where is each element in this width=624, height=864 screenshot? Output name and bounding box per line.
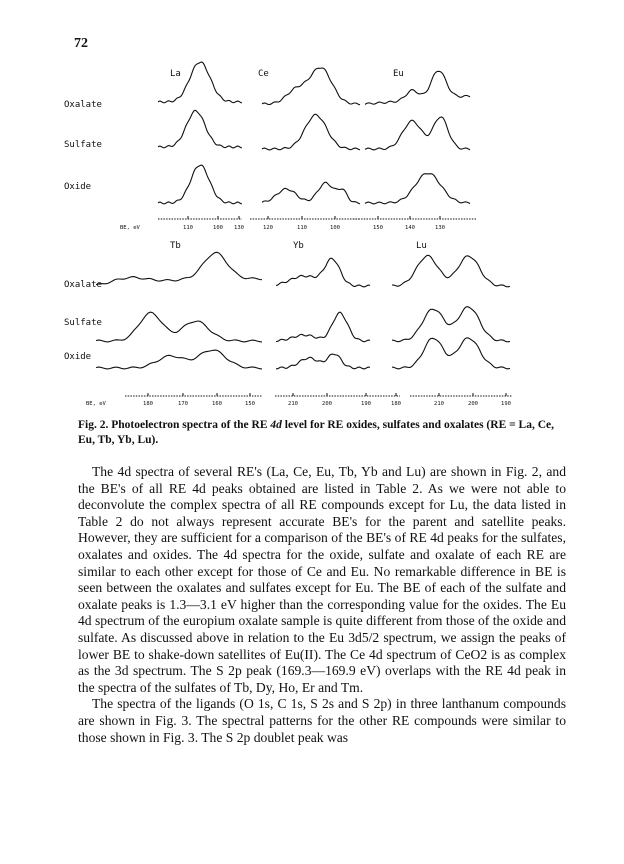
bottom-curve-oxalate-tb bbox=[96, 252, 262, 285]
bottom-tick-label-0-3: 150 bbox=[245, 401, 255, 407]
top-row-label-oxide: Oxide bbox=[64, 182, 92, 192]
bottom-curve-sulfate-yb bbox=[276, 312, 370, 341]
bottom-tick-label-1-0: 210 bbox=[288, 401, 298, 407]
bottom-row-label-oxalate: Oxalate bbox=[64, 280, 102, 290]
bottom-curve-oxide-yb bbox=[276, 354, 370, 369]
bottom-curve-oxide-tb bbox=[96, 350, 262, 369]
top-tick-label-2-2: 130 bbox=[435, 225, 445, 231]
top-curve-oxide-ce bbox=[262, 182, 360, 204]
body-text bbox=[78, 464, 566, 746]
top-curve-oxide-eu bbox=[365, 174, 470, 204]
bottom-curve-oxalate-yb bbox=[276, 258, 370, 287]
caption-text-b: 4d bbox=[270, 419, 282, 431]
bottom-row-label-oxide: Oxide bbox=[64, 352, 92, 362]
paragraph-1: The 4d spectra of several RE's (La, Ce, Eu, Tb, Yb and Lu) are shown in Fig. 2, and the BE's of all RE 4d peaks obtained are listed in Table 2. As we were not able to deconvolute the complex spectra of all RE compounds except for Lu, the data listed in Table 2 do not always represent accurate BE's for the parent and satellite peaks. However, they are sufficient for a comparison of the BE's of RE 4d peaks for the sulfates, oxalates and oxides. The 4d spectra for the oxide, sulfate and oxalate of each RE are similar to each other except for those of Ce and Eu. No remarkable difference in BE is seen between the oxalates and sulfates except for Eu. The BE of each of the sulfate and oxalate peaks is 1.3—3.1 eV higher than the corresponding value for the oxides. The Eu 4d spectrum of the europium oxalate sample is quite different from those of the oxide and sulfate. As discussed above in relation to the Eu 3d5/2 spectrum, we assign the peaks of lower BE to shake-down satellites of Eu(II). The Ce 4d spectrum of CeO2 is as complex as the 3d spectrum. The S 2p peak (169.3—169.9 eV) overlaps with the RE 4d peak in the spectra of the sulfates of Tb, Dy, Ho, Er and Tm. bbox=[78, 464, 566, 695]
caption-text-c: level for RE oxides, sulfates and oxalates (RE = La, Ce, Eu, Tb, Yb, Lu). bbox=[78, 419, 554, 446]
bottom-tick-label-0-2: 160 bbox=[212, 401, 222, 407]
bottom-tick-label-1-3: 180 bbox=[391, 401, 401, 407]
bottom-col-label-lu: Lu bbox=[416, 241, 427, 251]
top-curve-sulfate-ce bbox=[262, 114, 360, 150]
top-curve-oxide-la bbox=[158, 165, 242, 204]
bottom-tick-label-0-0: 180 bbox=[143, 401, 153, 407]
paragraph-2: The spectra of the ligands (O 1s, C 1s, S 2s and S 2p) in three lanthanum compounds are shown in Fig. 3. The spectral patterns for the other RE compounds were similar to those shown in Fig. 3. The S 2p doublet peak was bbox=[78, 696, 566, 745]
top-curve-sulfate-eu bbox=[365, 117, 470, 150]
top-be-label: BE, eV bbox=[120, 225, 140, 231]
caption-text-a: Photoelectron spectra of the RE bbox=[108, 419, 271, 431]
top-curve-sulfate-la bbox=[158, 110, 242, 148]
bottom-tick-label-1-2: 190 bbox=[361, 401, 371, 407]
bottom-tick-label-1-1: 200 bbox=[322, 401, 332, 407]
bottom-col-label-tb: Tb bbox=[170, 241, 181, 251]
top-curve-oxalate-eu bbox=[365, 71, 470, 104]
bottom-col-label-yb: Yb bbox=[293, 241, 304, 251]
top-col-label-ce: Ce bbox=[258, 69, 269, 79]
bottom-tick-label-2-0: 210 bbox=[434, 401, 444, 407]
figure-caption bbox=[78, 418, 566, 448]
top-tick-label-1-2: 110 bbox=[297, 225, 307, 231]
bottom-tick-label-2-1: 200 bbox=[468, 401, 478, 407]
top-tick-label-1-3: 100 bbox=[330, 225, 340, 231]
top-tick-label-0-0: 110 bbox=[183, 225, 193, 231]
top-tick-label-2-0: 150 bbox=[373, 225, 383, 231]
top-tick-label-1-0: 130 bbox=[234, 225, 244, 231]
top-tick-label-1-1: 120 bbox=[263, 225, 273, 231]
bottom-tick-label-0-1: 170 bbox=[178, 401, 188, 407]
bottom-tick-label-2-2: 190 bbox=[501, 401, 511, 407]
top-col-label-eu: Eu bbox=[393, 69, 404, 79]
top-curve-oxalate-ce bbox=[262, 68, 360, 105]
top-tick-label-2-1: 140 bbox=[405, 225, 415, 231]
top-tick-label-0-1: 100 bbox=[213, 225, 223, 231]
bottom-curve-oxide-lu bbox=[392, 338, 510, 369]
bottom-curve-oxalate-lu bbox=[392, 255, 510, 286]
figure-2-spectra bbox=[0, 0, 624, 412]
bottom-curve-sulfate-lu bbox=[392, 307, 510, 342]
top-row-label-oxalate: Oxalate bbox=[64, 100, 102, 110]
bottom-be-label: BE, eV bbox=[86, 401, 106, 407]
top-col-label-la: La bbox=[170, 69, 181, 79]
caption-label: Fig. 2. bbox=[78, 419, 109, 431]
top-row-label-sulfate: Sulfate bbox=[64, 140, 102, 150]
bottom-curve-sulfate-tb bbox=[96, 312, 262, 342]
page-number: 72 bbox=[74, 36, 88, 51]
bottom-row-label-sulfate: Sulfate bbox=[64, 318, 102, 328]
